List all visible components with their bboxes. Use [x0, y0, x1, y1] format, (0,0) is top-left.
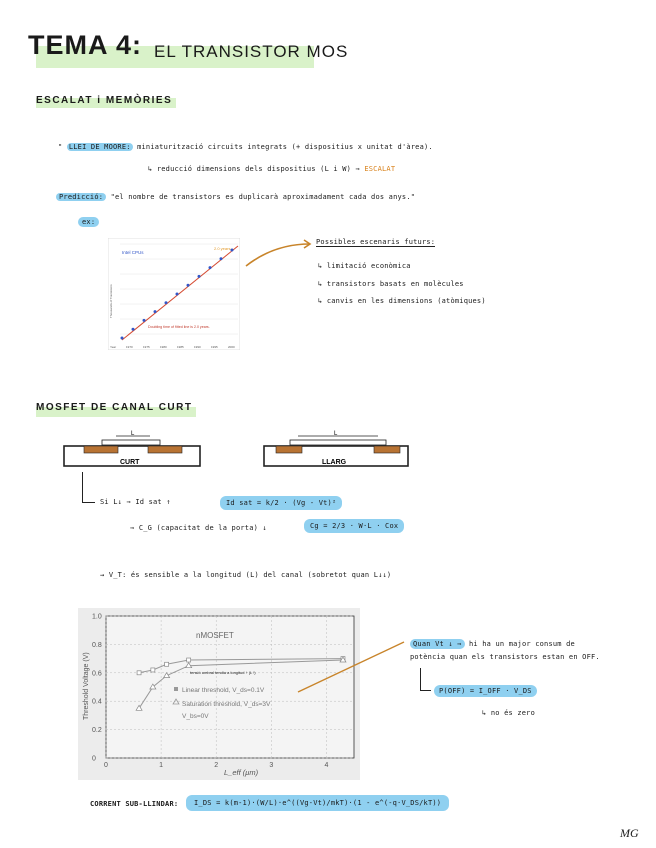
- poff-formula: P(OFF) = I_OFF · V_DS: [434, 685, 537, 697]
- vt-note-text1: hi ha un major consum de: [468, 640, 575, 648]
- long-label: LLARG: [322, 459, 347, 466]
- intel-x-tick: 1990: [194, 345, 201, 349]
- vt-y-tick: 0.2: [92, 727, 102, 735]
- intel-x-tick: 1995: [211, 345, 218, 349]
- line3: → V_T: és sensible a la longitud (L) del canal (sobretot quan L↓↓): [100, 571, 392, 579]
- prediction-line: [56, 193, 415, 201]
- vt-point-linear: [137, 671, 141, 675]
- intel-point: [154, 310, 157, 313]
- intel-xlabel: Year: [110, 345, 117, 349]
- vt-legend-linear-marker: [174, 687, 178, 691]
- vt-x-tick: 3: [269, 762, 274, 769]
- line1: [100, 498, 171, 506]
- vt-x-tick: 4: [324, 762, 329, 769]
- intel-point: [187, 284, 190, 287]
- scenario-3-text: canvis en les dimensions (atòmiques): [326, 297, 486, 305]
- vt-xlabel: L_eff (μm): [224, 768, 259, 777]
- scenario-2: ↳ transistors basats en molècules: [318, 280, 464, 288]
- vt-title: nMOSFET: [196, 631, 234, 640]
- poff-note: ↳ no és zero: [482, 709, 535, 717]
- vt-legend-sat: Saturation threshold, V_ds=3V: [182, 701, 271, 708]
- intel-point: [220, 257, 223, 260]
- intel-legend: Intel CPUs: [122, 250, 144, 255]
- page-subtitle: EL TRANSISTOR MOS: [154, 42, 349, 61]
- intel-point: [143, 319, 146, 322]
- formula2: Cg = 2/3 · W·L · Cox: [304, 519, 404, 533]
- scenario-arrow: [244, 238, 314, 270]
- vt-ylabel: Threshold Voltage (V): [83, 652, 90, 720]
- poff-note-text: no és zero: [490, 709, 535, 717]
- intel-point: [176, 293, 179, 296]
- vt-y-tick: 1.0: [92, 613, 102, 621]
- intel-x-tick: 2000: [228, 345, 235, 349]
- vt-point-linear: [165, 662, 169, 666]
- intel-x-tick: 1970: [126, 345, 133, 349]
- moore-sub-result: ESCALAT: [364, 165, 396, 173]
- vt-legend-vbs: V_bs=0V: [182, 713, 209, 720]
- vt-y-tick: 0.6: [92, 670, 102, 678]
- signature: MG: [620, 826, 639, 840]
- vt-y-tick: 0.4: [92, 698, 102, 706]
- formula1: Id sat = k/2 · (Vg - Vt)²: [220, 496, 342, 510]
- mosfet-long-diagram: [262, 430, 412, 470]
- prediction-text: "el nombre de transistors es duplicarà aproximadament cada dos anys.": [110, 193, 416, 201]
- vt-y-tick: 0.8: [92, 641, 102, 649]
- vt-x-tick: 0: [104, 762, 108, 769]
- intel-caption: Doubling time of fitted line is 2.0 years.: [148, 325, 210, 329]
- intel-point: [132, 328, 135, 331]
- branch-line: [82, 472, 95, 503]
- vt-x-tick: 2: [214, 762, 219, 769]
- intel-x-tick: 1980: [160, 345, 167, 349]
- vt-note: [410, 640, 575, 648]
- intel-point: [209, 266, 212, 269]
- moore-sub-line: ↳ reducció dimensions dels dispositius (L i W) ⇒ ESCALAT: [148, 165, 396, 173]
- line1-text: L↓ ⇒ Id sat ↑: [113, 498, 171, 506]
- moore-sub-arrow: ⇒: [355, 165, 360, 173]
- intel-point: [198, 275, 201, 278]
- mosfet-short-diagram: [62, 430, 202, 470]
- scenario-1-text: limitació econòmica: [326, 262, 411, 270]
- vt-y-tick: 0: [92, 755, 96, 763]
- vt-note-text2: potència quan els transistors estan en OFF.: [410, 653, 600, 661]
- vt-note-top: Quan Vt ↓ ⇒: [410, 639, 465, 649]
- short-label: CURT: [120, 459, 140, 466]
- vt-point-linear: [187, 658, 191, 662]
- scenarios-title: Possibles escenaris futurs:: [316, 238, 436, 246]
- vt-note-arrow: [296, 636, 408, 696]
- moore-line: " LLEI DE MOORE: miniaturització circuits integrats (+ dispositius x unitat d'àrea).: [58, 143, 433, 151]
- moore-text: miniaturització circuits integrats (+ dispositius x unitat d'àrea).: [137, 143, 433, 151]
- vt-point-linear: [151, 668, 155, 672]
- poff-branch: [420, 668, 431, 691]
- long-dim-label: L: [334, 431, 338, 437]
- intel-ylabel: Thousands of Transistors: [109, 284, 113, 318]
- short-dim-label: L: [131, 431, 135, 437]
- line1-prefix: Si: [100, 498, 109, 506]
- vt-annotation: tensió umbral tendia a longitud ↑ (L↑): [190, 670, 256, 675]
- intel-chart: [108, 238, 240, 350]
- subthreshold-label: CORRENT SUB-LLINDAR:: [90, 800, 179, 808]
- scenario-2-text: transistors basats en molècules: [326, 280, 464, 288]
- subthreshold-formula: I_DS = k(m-1)·(W/L)·e^((Vg-Vt)/mkT)·(1 - e^(-q·V_DS/kT)): [186, 795, 449, 811]
- intel-x-tick: 1985: [177, 345, 184, 349]
- line2: ⇒ C_G (capacitat de la porta) ↓: [130, 524, 267, 532]
- intel-doubling-label: 2.0 years: [214, 246, 231, 251]
- page-title: TEMA 4:: [28, 30, 142, 60]
- vt-legend-linear: Linear threshold, V_ds=0.1V: [182, 687, 265, 694]
- intel-point: [165, 301, 168, 304]
- scenario-1: ↳ limitació econòmica: [318, 262, 411, 270]
- ex-label: ex:: [78, 217, 99, 227]
- vt-x-tick: 1: [159, 762, 164, 769]
- scenario-3: ↳ canvis en les dimensions (atòmiques): [318, 297, 486, 305]
- intel-point: [231, 249, 234, 252]
- moore-label: LLEI DE MOORE:: [68, 143, 131, 151]
- intel-point: [121, 337, 124, 340]
- intel-x-tick: 1975: [143, 345, 150, 349]
- prediction-label: Predicció:: [56, 193, 106, 201]
- moore-sub: reducció dimensions dels dispositius (L i W): [156, 165, 352, 173]
- section2-title: MOSFET DE CANAL CURT: [36, 402, 193, 413]
- section1-title: ESCALAT i MEMÒRIES: [36, 95, 173, 106]
